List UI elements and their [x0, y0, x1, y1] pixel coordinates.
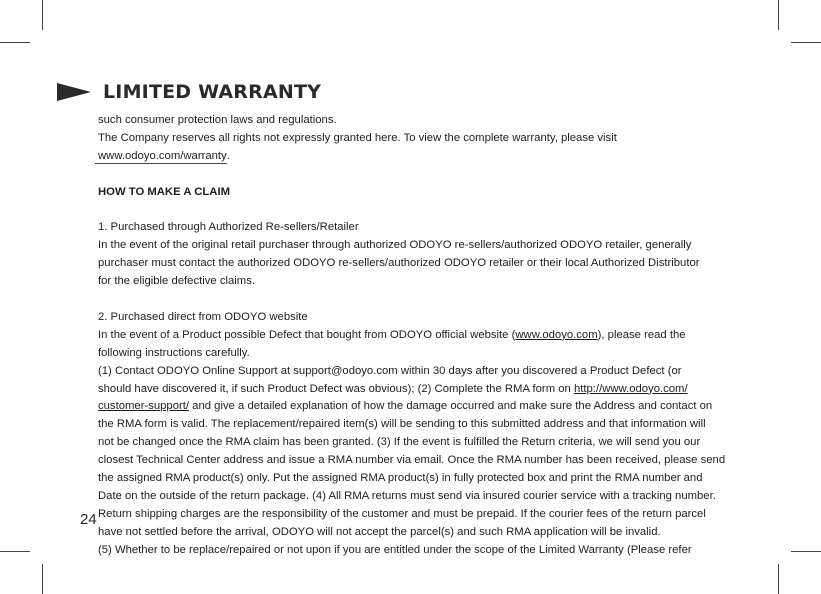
section-2-line: the assigned RMA product(s) only. Put the assigned RMA product(s) in fully protected box and print the RMA number and [98, 472, 703, 485]
section-2-line-3: (1) Contact ODOYO Online Support at support@odoyo.com within 30 days after you discovered a Product Defect (or [98, 364, 682, 377]
section-2-line-1-end: ), please read the [597, 328, 686, 341]
section-2-line-5 [98, 398, 748, 416]
section-2-line-1 [98, 327, 748, 345]
section-2-line: Return shipping charges are the responsibility of the customer and must be prepaid. If the courier fees of the return parcel [98, 507, 706, 520]
section-2-line-5-end: and give a detailed explanation of how the damage occurred and make sure the Address and contact on [189, 400, 713, 413]
crop-mark-top-right-vertical [778, 0, 779, 30]
intro-line-3 [98, 148, 748, 166]
rma-form-link[interactable]: http://www.odoyo.com/ [573, 382, 688, 395]
crop-mark-top-left-horizontal [0, 42, 30, 43]
section-2-line: not be changed once the RMA claim has been granted. (3) If the event is fulfilled the Return criteria, we will send you our [98, 436, 701, 449]
section-1-line: In the event of the original retail purchaser through authorized ODOYO re-sellers/authorized ODOYO retailer, generally [98, 239, 692, 252]
website-link[interactable]: www.odoyo.com [515, 328, 598, 341]
section-2-line: the RMA form is valid. The replacement/repaired item(s) will be sending to this submitted address and that information will [98, 418, 706, 431]
intro-line-2: The Company reserves all rights not expressly granted here. To view the complete warranty, please visit [98, 131, 617, 144]
warranty-body [98, 112, 748, 560]
warranty-link[interactable]: www.odoyo.com/warranty [95, 149, 227, 164]
section-header [57, 78, 321, 106]
crop-mark-bottom-right-vertical [778, 564, 779, 594]
section-2-line: closest Technical Center address and issue a RMA number via email. Once the RMA number has been received, please send [98, 454, 726, 467]
page-number: 24 [80, 511, 97, 528]
section-2-line: have not settled before the arrival, ODOYO will not accept the parcel(s) and such RMA application will be invalid. [98, 525, 661, 538]
rma-form-link-continued[interactable]: customer-support/ [98, 400, 190, 413]
section-2-line-4-start: should have discovered it, if such Product Defect was obvious); (2) Complete the RMA form on [98, 382, 574, 395]
section-2-line: (5) Whether to be replace/repaired or not upon if you are entitled under the scope of the Limited Warranty (Please refer [98, 543, 692, 556]
section-2-title: 2. Purchased direct from ODOYO website [98, 310, 308, 323]
crop-mark-bottom-right-horizontal [791, 551, 821, 552]
section-1-line: for the eligible defective claims. [98, 275, 255, 288]
section-2-line-4 [98, 381, 748, 399]
claim-heading: HOW TO MAKE A CLAIM [98, 185, 230, 198]
crop-mark-bottom-left-horizontal [0, 551, 30, 552]
section-2-line-1-start: In the event of a Product possible Defect that bought from ODOYO official website ( [98, 328, 516, 341]
arrow-pointer-icon [57, 82, 91, 102]
section-1-line: purchaser must contact the authorized ODOYO re-sellers/authorized ODOYO retailer or their local Authorized Distributor [98, 257, 700, 270]
crop-mark-bottom-left-vertical [42, 564, 43, 594]
page-title: LIMITED WARRANTY [103, 81, 322, 103]
crop-mark-top-left-vertical [42, 0, 43, 30]
section-2-line-2: following instructions carefully. [98, 346, 250, 359]
section-2-line: Date on the outside of the return package. (4) All RMA returns must send via insured courier service with a tracking number. [98, 489, 716, 502]
intro-line-1: such consumer protection laws and regulations. [98, 114, 337, 126]
crop-mark-top-right-horizontal [791, 42, 821, 43]
section-1-title: 1. Purchased through Authorized Re-sellers/Retailer [98, 221, 359, 234]
intro-line-3-end: . [226, 149, 230, 162]
